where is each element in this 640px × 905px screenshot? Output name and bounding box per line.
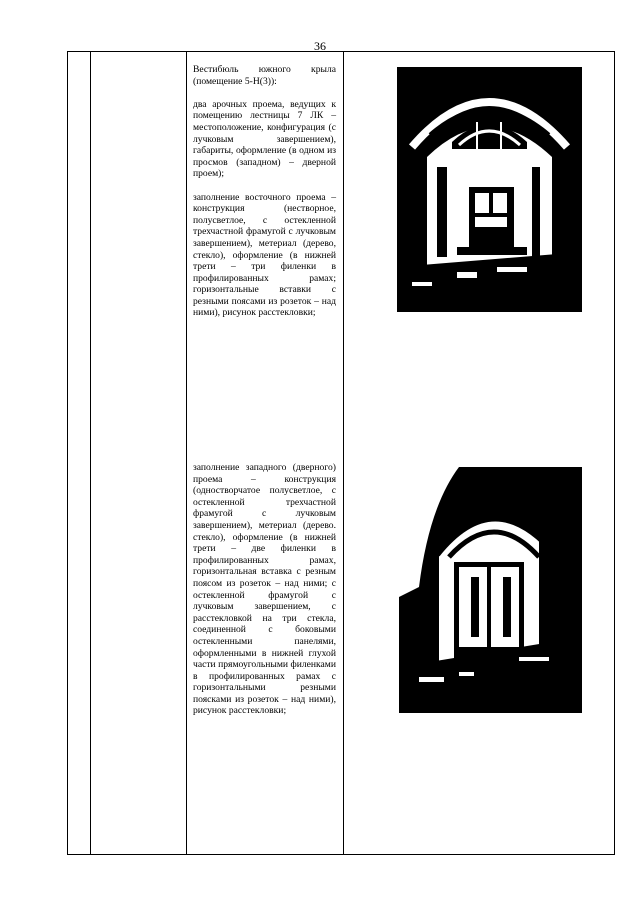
description-item-east-infill: заполнение восточного проема – конструкция (нестворное, полусветлое, с остекленной трехчастной фрамугой с лучковым завершением), метериал (дерево, стекло), оформление (в нижней трети – три филенки в профилированных рамах; горизонтальные вставки с резными поясами из розеток – над ними), рисунок расстекловки; bbox=[193, 191, 336, 319]
description-item-openings: два арочных проема, ведущих к помещению лестницы 7 ЛК –местоположение, конфигурация (с лучковым завершением), габариты, оформление (в одном из просмов (западном) – дверной проем); bbox=[193, 98, 336, 180]
description-item-west-infill: заполнение западного (дверного) проема – конструкция (одностворчатое полусветлое, с остекленной трехчастной фрамугой с лучковым завершением), метериал (дерево. стекло), оформление (в нижней трети – две филенки в профилированных рамах, горизонтальная вставка с резным поясом из розеток – над ними; с остекленной фрамугой с лучковым завершением, с расстекловкой на три стекла, соединенной с боковыми остекленными панелями, оформленными в нижней глухой части прямоугольными филенками в профилированных рамах с горизонтальными резными поясками из розеток – над ними), рисунок расстекловки; bbox=[193, 462, 336, 717]
description-lower bbox=[193, 462, 336, 729]
description-upper bbox=[193, 64, 336, 331]
column-divider-2 bbox=[186, 52, 187, 854]
column-divider-3 bbox=[343, 52, 344, 854]
west-door-opening-image bbox=[399, 467, 582, 713]
page-number: 36 bbox=[314, 39, 326, 53]
description-heading: Вестибюль южного крыла (помещение 5-Н(3)): bbox=[193, 64, 336, 87]
west-door-opening-photo bbox=[399, 467, 582, 713]
east-opening-image bbox=[397, 67, 582, 312]
east-opening-photo bbox=[397, 67, 582, 312]
column-divider-1 bbox=[90, 52, 91, 854]
